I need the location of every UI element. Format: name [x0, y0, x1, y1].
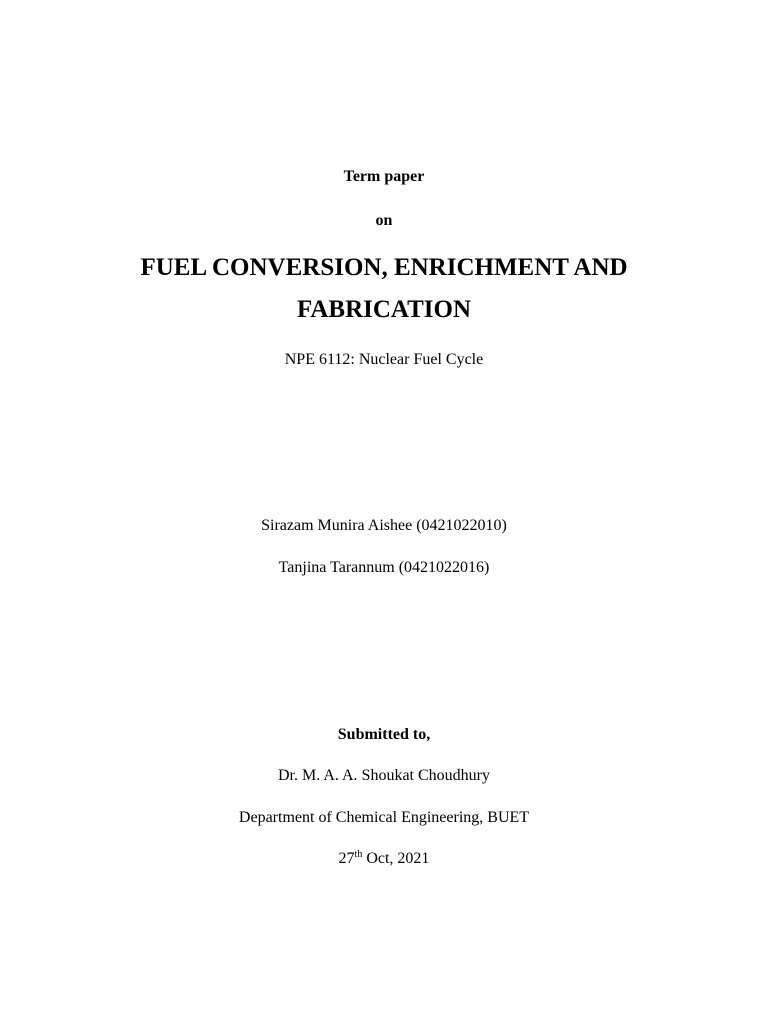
connector-text: on [375, 212, 393, 229]
course-code: NPE 6112: Nuclear Fuel Cycle [284, 351, 484, 368]
date-rest: Oct, 2021 [362, 850, 430, 867]
supervisor-name: Dr. M. A. A. Shoukat Choudhury [277, 767, 490, 784]
document-type-label: Term paper [343, 168, 425, 185]
author-2: Tanjina Tarannum (0421022016) [278, 559, 490, 576]
page-title-line-2: FABRICATION [296, 296, 472, 323]
submission-date [0, 851, 768, 867]
page-title-line-1: FUEL CONVERSION, ENRICHMENT AND [140, 254, 628, 281]
author-1: Sirazam Munira Aishee (0421022010) [261, 517, 507, 534]
department-name: Department of Chemical Engineering, BUET [238, 809, 530, 826]
date-day: 27 [338, 850, 355, 867]
date-suffix: th [354, 849, 363, 860]
submitted-to-label: Submitted to, [337, 726, 431, 743]
